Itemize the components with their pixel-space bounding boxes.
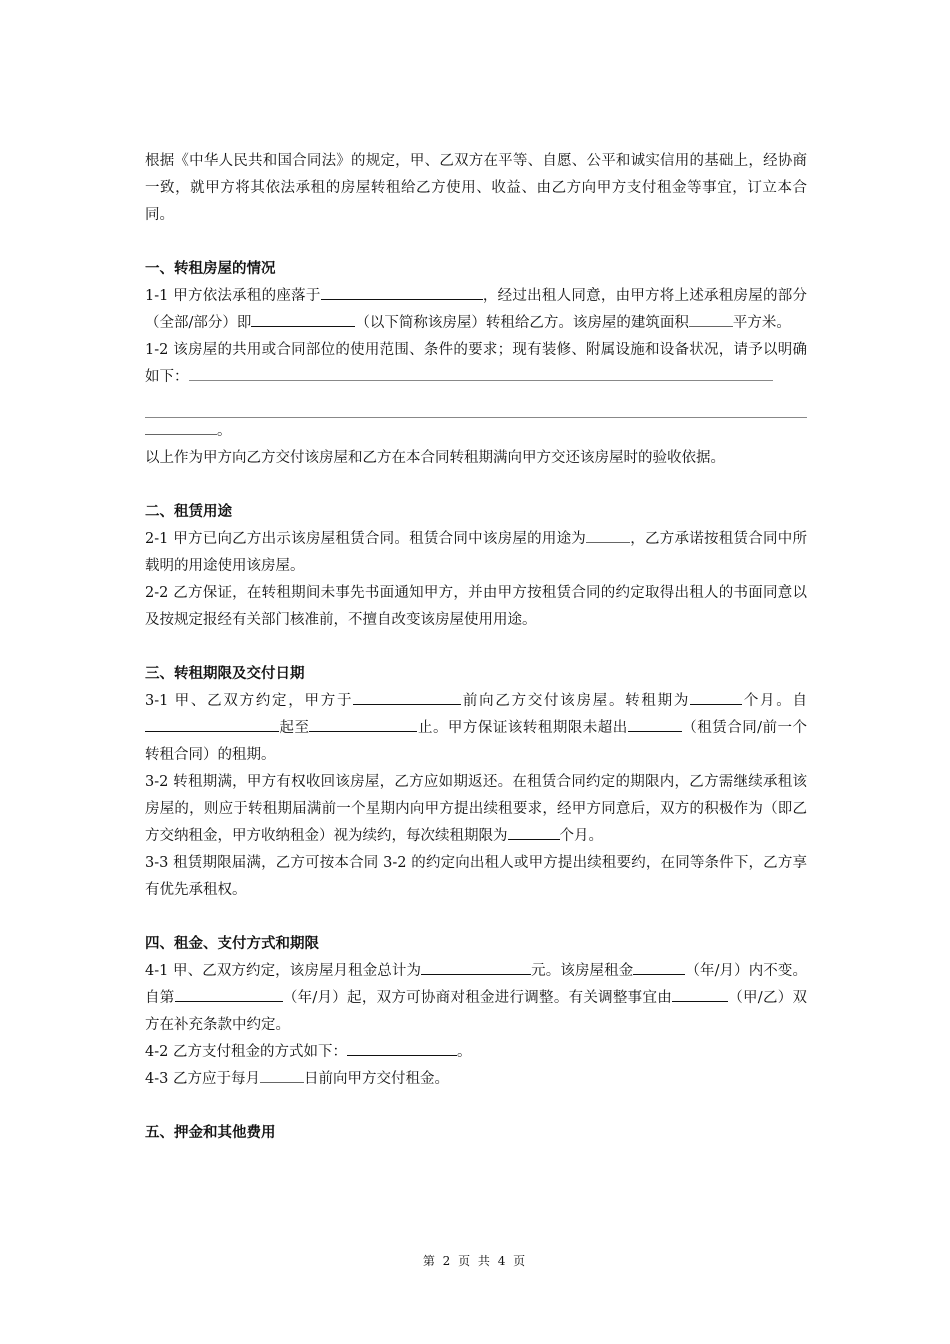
section-4-title: 四、租金、支付方式和期限 xyxy=(145,936,319,952)
delivery-date-blank[interactable] xyxy=(353,690,461,705)
clause-4-1: 4-1 甲、乙双方约定，该房屋月租金总计为 元。该房屋租金 （年/月）内不变。自第 （年/月）起，双方可协商对租金进行调整。有关调整事宜由 （甲/乙）双方在补充条款中约定。 xyxy=(145,958,807,1039)
section-1-title: 一、转租房屋的情况 xyxy=(145,261,276,277)
adjust-party-blank[interactable] xyxy=(672,987,728,1002)
clause-4-2: 4-2 乙方支付租金的方式如下： 。 xyxy=(145,1039,807,1066)
start-date-blank[interactable] xyxy=(145,717,279,732)
adjust-start-blank[interactable] xyxy=(175,987,283,1002)
end-date-blank[interactable] xyxy=(309,717,417,732)
payment-method-blank[interactable] xyxy=(347,1041,457,1056)
clause-3-1: 3-1 甲、乙双方约定，甲方于 前向乙方交付该房屋。转租期为 个月。自起至 止。甲方保证该转租期限未超出 （租赁合同/前一个转租合同）的租期。 xyxy=(145,688,807,769)
facilities-blank-1[interactable] xyxy=(189,366,773,381)
location-blank[interactable] xyxy=(321,285,483,300)
facilities-blank-2[interactable] xyxy=(145,391,807,418)
portion-blank[interactable] xyxy=(251,312,355,327)
intro-paragraph: 根据《中华人民共和国合同法》的规定，甲、乙双方在平等、自愿、公平和诚实信用的基础上，经协商一致，就甲方将其依法承租的房屋转租给乙方使用、收益、由乙方向甲方支付租金等事宜，订立本合同。 xyxy=(145,153,807,223)
usage-blank[interactable] xyxy=(586,528,630,543)
clause-1-1: 1-1 甲方依法承租的座落于 ，经过出租人同意，由甲方将上述承租房屋的部分（全部/部分）即 （以下简称该房屋）转租给乙方。该房屋的建筑面积 平方米。 xyxy=(145,283,807,337)
clause-4-3: 4-3 乙方应于每月 日前向甲方交付租金。 xyxy=(145,1066,807,1093)
contract-body xyxy=(145,148,807,1147)
monthly-rent-blank[interactable] xyxy=(421,960,531,975)
contract-ref-blank[interactable] xyxy=(628,717,682,732)
clause-3-3: 3-3 租赁期限届满，乙方可按本合同 3-2 的约定向出租人或甲方提出续租要约，在同等条件下，乙方享有优先承租权。 xyxy=(145,855,807,898)
term-months-blank[interactable] xyxy=(690,690,742,705)
section-5-title: 五、押金和其他费用 xyxy=(145,1125,276,1141)
clause-1-2-end: 。 xyxy=(145,418,807,445)
section-3-title: 三、转租期限及交付日期 xyxy=(145,666,305,682)
rent-fixed-period-blank[interactable] xyxy=(633,960,685,975)
clause-2-1: 2-1 甲方已向乙方出示该房屋租赁合同。租赁合同中该房屋的用途为 ，乙方承诺按租赁合同中所载明的用途使用该房屋。 xyxy=(145,526,807,580)
area-blank[interactable] xyxy=(689,312,733,327)
page-number-footer: 第 2 页 共 4 页 xyxy=(422,1254,528,1268)
clause-2-2: 2-2 乙方保证，在转租期间未事先书面通知甲方，并由甲方按租赁合同的约定取得出租人的书面同意以及按规定报经有关部门核准前，不擅自改变该房屋使用用途。 xyxy=(145,585,807,628)
section-2-title: 二、租赁用途 xyxy=(145,504,232,520)
clause-3-2: 3-2 转租期满，甲方有权收回该房屋，乙方应如期返还。在租赁合同约定的期限内，乙方需继续承租该房屋的，则应于转租期届满前一个星期内向甲方提出续租要求，经甲方同意后，双方的积极作为（即乙方交纳租金，甲方收纳租金）视为续约，每次续租期限为 个月。 xyxy=(145,774,807,844)
clause-1-2: 1-2 该房屋的共用或合同部位的使用范围、条件的要求；现有装修、附属设施和设备状况，请予以明确如下： xyxy=(145,342,807,385)
facilities-blank-3[interactable] xyxy=(145,420,217,435)
payment-day-blank[interactable] xyxy=(260,1068,304,1083)
clause-1-3: 以上作为甲方向乙方交付该房屋和乙方在本合同转租期满向甲方交还该房屋时的验收依据。 xyxy=(145,450,725,466)
renewal-months-blank[interactable] xyxy=(508,825,560,840)
